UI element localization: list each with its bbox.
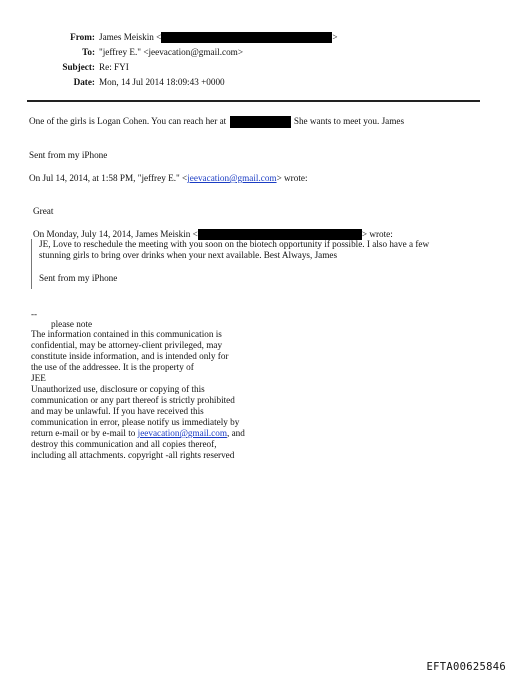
disclaimer-line: constitute inside information, and is intended only for: [31, 351, 229, 361]
quote-sent-from: Sent from my iPhone: [39, 273, 118, 283]
signature-dashes: --: [31, 309, 38, 319]
date-label: Date:: [73, 77, 95, 87]
reply-header-text: On Jul 14, 2014, at 1:58 PM, "jeffrey E." <: [29, 173, 188, 183]
disclaimer-line: the use of the addressee. It is the property of: [31, 362, 194, 372]
line1-text: One of the girls is Logan Cohen. You can reach her at: [29, 116, 227, 127]
redaction-box: [230, 116, 291, 128]
disclaimer-line: communication in error, please notify us immediately by: [31, 417, 240, 427]
reply-header-suffix: > wrote:: [276, 173, 308, 183]
header-date-row: [0, 77, 225, 88]
disclaimer-text-after: , and: [226, 428, 245, 438]
document-id: EFTA00625846: [426, 661, 506, 673]
disclaimer-line: JEE: [31, 373, 46, 383]
quote-header-text: On Monday, July 14, 2014, James Meiskin <: [33, 229, 198, 239]
message-line-1: [29, 116, 404, 128]
disclaimer-line: communication or any part thereof is strictly prohibited: [31, 395, 235, 405]
header-divider: [27, 100, 480, 102]
subject-value: Re: FYI: [99, 62, 129, 72]
to-label: To:: [82, 47, 95, 57]
disclaimer-line: and may be unlawful. If you have received this: [31, 406, 204, 416]
header-subject-row: [0, 62, 129, 73]
sent-from-iphone: Sent from my iPhone: [29, 150, 108, 160]
date-value: Mon, 14 Jul 2014 18:09:43 +0000: [99, 77, 225, 87]
great-text: Great: [33, 206, 54, 216]
subject-label: Subject:: [62, 62, 95, 72]
quote-line-2: stunning girls to bring over drinks when your next available. Best Always, James: [39, 250, 338, 260]
email-link[interactable]: jeevacation@gmail.com: [137, 428, 227, 438]
disclaimer-text: return e-mail or by e-mail to: [31, 428, 138, 438]
header-from-row: [0, 32, 338, 43]
disclaimer-line: The information contained in this communication is: [31, 329, 222, 339]
disclaimer-line: destroy this communication and all copies thereof,: [31, 439, 217, 449]
quote-bar: [31, 239, 32, 289]
quote-header-suffix: > wrote:: [361, 229, 393, 239]
from-close: >: [332, 32, 338, 42]
redaction-box: [161, 32, 332, 43]
email-link[interactable]: jeevacation@gmail.com: [187, 173, 277, 183]
header-to-row: [0, 47, 243, 58]
disclaimer-block: [31, 329, 245, 461]
from-value: James Meiskin <: [99, 32, 162, 42]
to-value: "jeffrey E." <jeevacation@gmail.com>: [99, 47, 244, 57]
line1-text-after: She wants to meet you. James: [293, 116, 405, 127]
please-note: please note: [51, 319, 93, 329]
from-label: From:: [70, 32, 95, 42]
disclaimer-line: Unauthorized use, disclosure or copying of this: [31, 384, 205, 394]
reply-header: [29, 173, 308, 184]
disclaimer-line: including all attachments. copyright -all rights reserved: [31, 450, 235, 460]
disclaimer-line: confidential, may be attorney-client privileged, may: [31, 340, 223, 350]
disclaimer-line-with-link: [31, 428, 245, 439]
quote-line-1: JE, Love to reschedule the meeting with you soon on the biotech opportunity if possible. I also have a few: [39, 239, 430, 249]
